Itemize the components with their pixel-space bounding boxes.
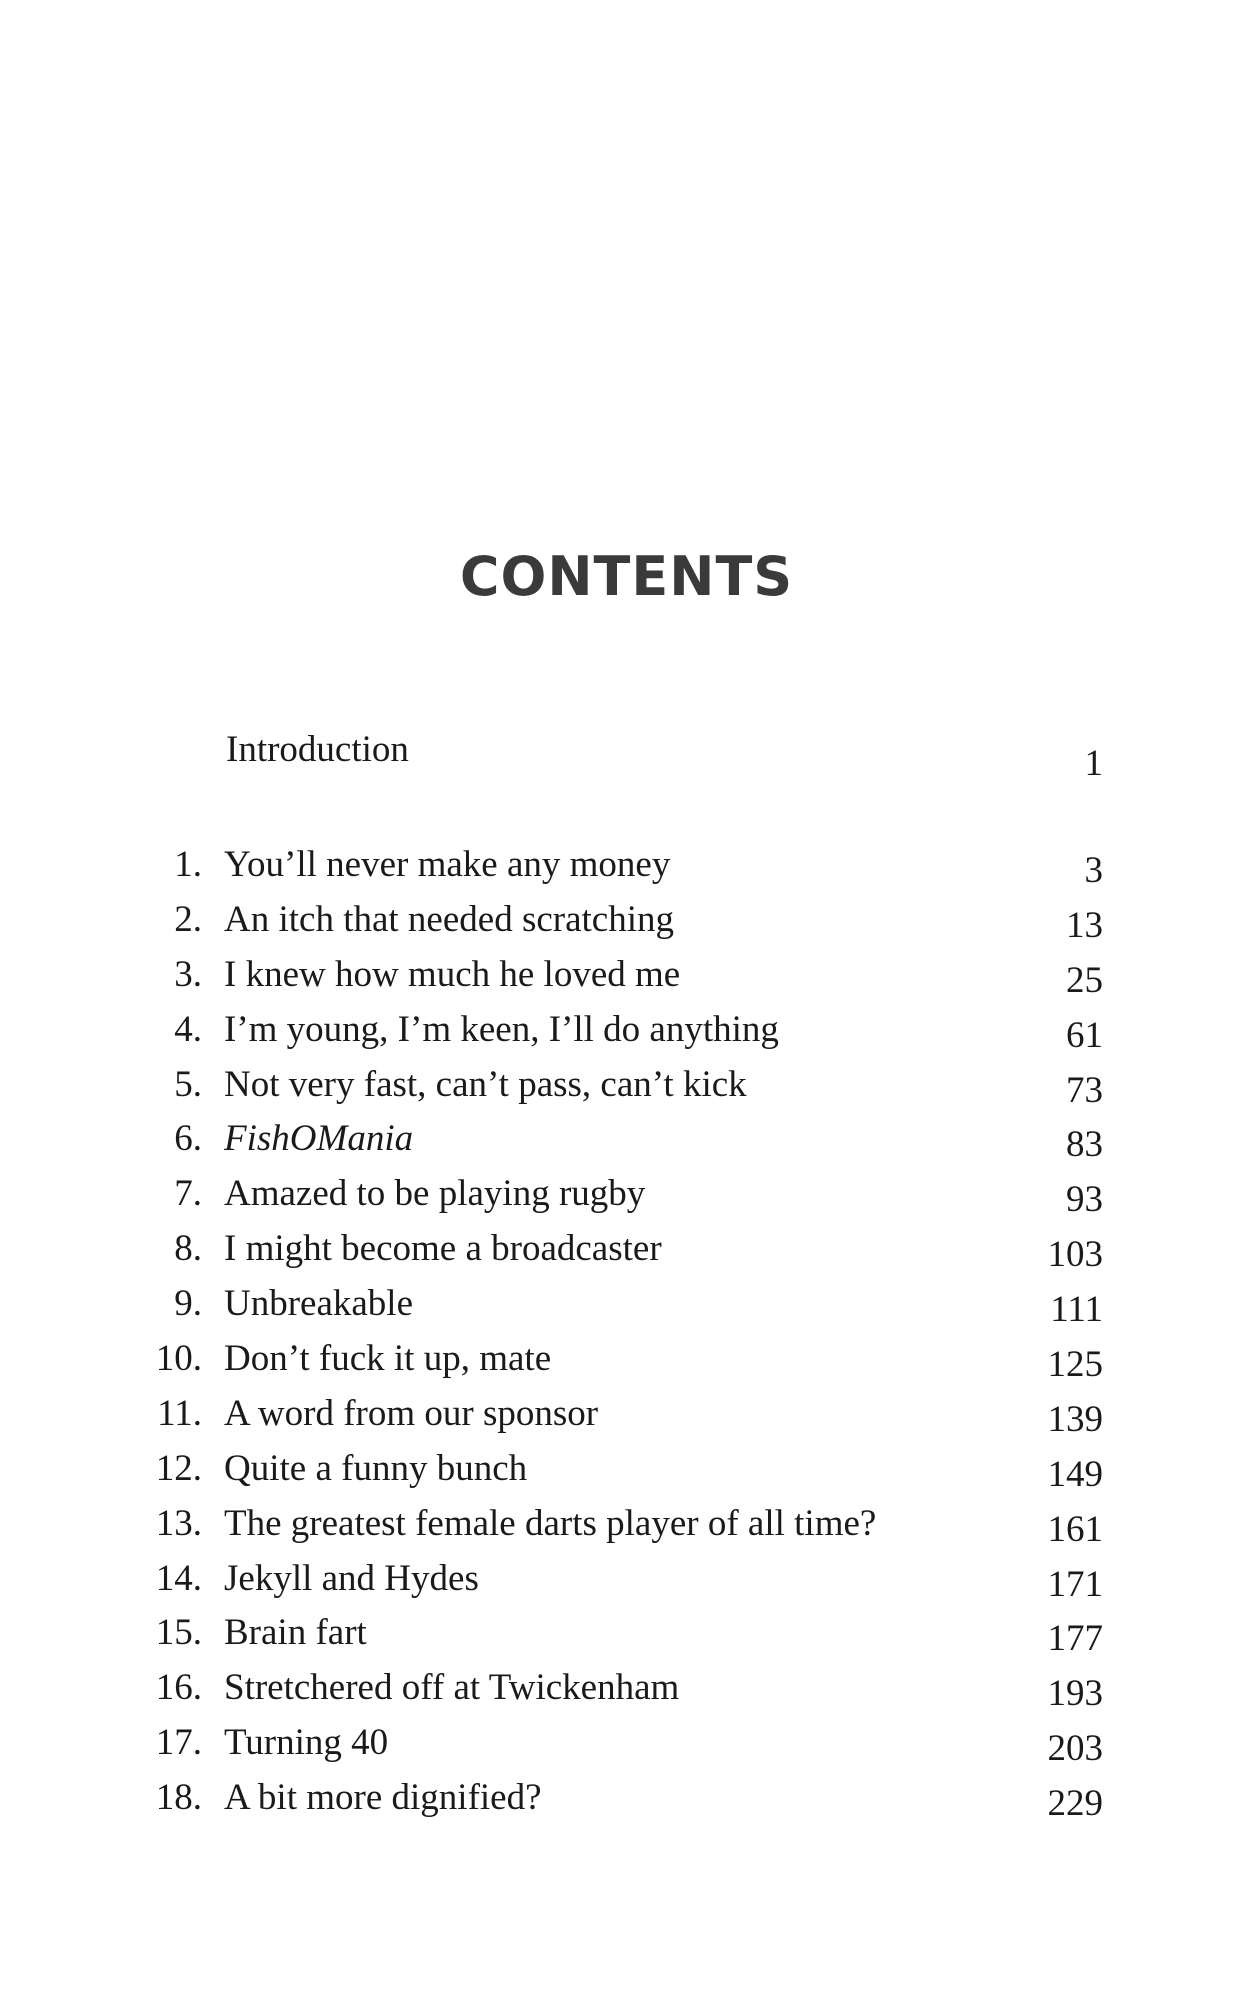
toc-entry: [140, 1442, 1103, 1497]
toc-entry: [140, 1167, 1103, 1222]
toc-entry-number: 15.: [155, 1612, 202, 1654]
toc-entry-number: 11.: [157, 1392, 202, 1434]
toc-entry-number: 7.: [174, 1173, 202, 1215]
toc-entry: [140, 948, 1103, 1003]
toc-entry-number: 1.: [174, 844, 202, 885]
toc-entry-introduction: [226, 728, 1103, 784]
toc-entry-title: An itch that needed scratching: [224, 898, 674, 940]
toc-entry-page: 83: [1066, 1124, 1103, 1166]
toc-entry-page: 229: [1047, 1783, 1103, 1825]
toc-entry-number: 4.: [174, 1008, 202, 1050]
toc-entry-number: 12.: [155, 1447, 202, 1489]
toc-entry-page: 203: [1047, 1728, 1103, 1770]
toc-entry-title: Don’t fuck it up, mate: [224, 1338, 552, 1380]
toc-entry-title: The greatest female darts player of all time?: [224, 1502, 877, 1544]
toc-entry-page: 139: [1047, 1398, 1103, 1440]
toc-entry: [140, 1661, 1103, 1716]
toc-entry-title: Introduction: [226, 729, 409, 770]
toc-entry-title: Not very fast, can’t pass, can’t kick: [224, 1063, 747, 1105]
toc-entry: [140, 1497, 1103, 1552]
toc-entry: [140, 838, 1103, 893]
toc-entry-number: 16.: [155, 1667, 202, 1709]
toc-entry-title: Quite a funny bunch: [224, 1447, 528, 1489]
toc-entry-page: 61: [1066, 1014, 1103, 1056]
toc-entry: [140, 1112, 1103, 1167]
toc-entry-title: Jekyll and Hydes: [224, 1557, 479, 1599]
toc-entry: [140, 1058, 1103, 1113]
toc-entry-number: 14.: [155, 1557, 202, 1599]
toc-entry-title: Amazed to be playing rugby: [224, 1173, 646, 1215]
toc-entry-number: 2.: [174, 898, 202, 940]
toc-entry-title: FishOMania: [224, 1118, 414, 1160]
toc-entry-page: 171: [1047, 1563, 1103, 1605]
toc-entry: [140, 1332, 1103, 1387]
toc-entry-page: 25: [1066, 959, 1103, 1001]
toc-entry-number: 10.: [155, 1338, 202, 1380]
toc-entry: [140, 1771, 1103, 1826]
toc-entry: [140, 1552, 1103, 1607]
toc-entry: [140, 1003, 1103, 1058]
toc-entry-title: I might become a broadcaster: [224, 1228, 662, 1270]
toc-entry-title: Unbreakable: [224, 1283, 414, 1325]
toc-entry-number: 18.: [155, 1777, 202, 1819]
toc-entry: [140, 893, 1103, 948]
toc-entry-page: 125: [1047, 1344, 1103, 1386]
toc-entry-number: 9.: [174, 1283, 202, 1325]
toc-entry-page: 111: [1050, 1289, 1103, 1331]
toc-entry-title: Turning 40: [224, 1722, 389, 1764]
toc-entry-number: 8.: [174, 1228, 202, 1270]
toc-entry-page: 13: [1066, 904, 1103, 946]
toc-entry-number: 3.: [174, 953, 202, 995]
toc-entry: [140, 1716, 1103, 1771]
toc-entry-page: 193: [1047, 1673, 1103, 1715]
table-of-contents: [140, 838, 1103, 1826]
toc-entry-number: 5.: [174, 1063, 202, 1105]
toc-entry-title: You’ll never make any money: [224, 844, 671, 885]
toc-entry-number: 17.: [155, 1722, 202, 1764]
toc-entry-title: Stretchered off at Twickenham: [224, 1667, 680, 1709]
toc-entry: [140, 1222, 1103, 1277]
toc-entry-number: 13.: [155, 1502, 202, 1544]
toc-entry-page: 93: [1066, 1179, 1103, 1221]
toc-entry: [140, 1387, 1103, 1442]
toc-entry: [140, 1277, 1103, 1332]
toc-entry-title: A word from our sponsor: [224, 1392, 599, 1434]
toc-entry-page: 103: [1047, 1234, 1103, 1276]
toc-entry-page: 73: [1066, 1069, 1103, 1111]
toc-entry-page: 3: [1084, 850, 1103, 891]
toc-entry-page: 1: [1084, 743, 1103, 784]
toc-entry-page: 161: [1047, 1508, 1103, 1550]
toc-entry-page: 149: [1047, 1453, 1103, 1495]
toc-entry: [140, 1606, 1103, 1661]
toc-entry-page: 177: [1047, 1618, 1103, 1660]
toc-entry-title: Brain fart: [224, 1612, 367, 1654]
page-title: CONTENTS: [459, 545, 794, 608]
toc-entry-title: I’m young, I’m keen, I’ll do anything: [224, 1008, 779, 1050]
toc-entry-number: 6.: [174, 1118, 202, 1160]
toc-entry-title: I knew how much he loved me: [224, 953, 681, 995]
toc-entry-title: A bit more dignified?: [224, 1777, 542, 1819]
